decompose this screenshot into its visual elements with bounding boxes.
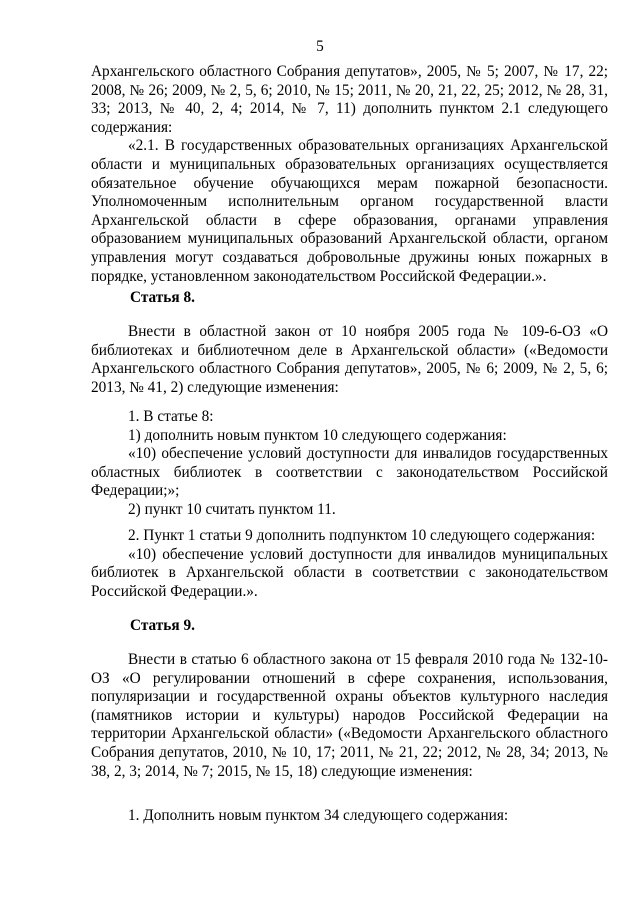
article-8-intro-block: [91, 323, 608, 397]
intro-block: [91, 63, 608, 286]
article-8-item-1: 1. В статье 8:: [128, 408, 214, 425]
article-8-item-1-quote: «10) обеспечение условий доступности для инвалидов государственных областных библиотек в соответствии с законодательством Российской Федерации;»;: [91, 445, 608, 500]
article-9-intro: Внести в статью 6 областного закона от 15 февраля 2010 года № 132-10-ОЗ «О регулировании отношений в сфере сохранения, использования, популяризации и государственной охраны объектов культурного наследия (памятников истории и культуры) народов Российской Федерации на территории Архангельской области» («Ведомости Архангельского областного Собрания депутатов, 2010, № 10, 17; 2011, № 21, 22; 2012, № 28, 34; 2013, № 38, 2, 3; 2014, № 7; 2015, № 15, 18) следующие изменения:: [91, 651, 608, 780]
article-9-item-1: 1. Дополнить новым пунктом 34 следующего содержания:: [128, 807, 509, 824]
intro-quote-paragraph: «2.1. В государственных образовательных организациях Архангельской области и муниципальных образовательных организациях осуществляется обязательное обучение обучающихся мерам пожарной безопасности. Уполномоченным исполнительным органом государственной власти Архангельской области в сфере образования, органами управления образованием муниципальных образований Архангельской области, органом управления могут создаваться добровольные дружины юных пожарных в порядке, установленном законодательством Российской Федерации.».: [91, 137, 608, 285]
article-8-item-1-block: [91, 408, 608, 520]
article-8-intro: Внести в областной закон от 10 ноября 2005 года № 109-6-ОЗ «О библиотеках и библиотечном деле в Архангельской области» («Ведомости Архангельского областного Собрания депутатов», 2005, № 6; 2009, № 2, 5, 6; 2013, № 41, 2) следующие изменения:: [91, 323, 608, 396]
page-number: 5: [316, 38, 324, 55]
article-8-item-1-sub-1: 1) дополнить новым пунктом 10 следующего содержания:: [128, 426, 507, 444]
article-8-item-2-block: [91, 527, 608, 601]
intro-paragraph: Архангельского областного Собрания депутатов», 2005, № 5; 2007, № 17, 22; 2008, № 26; 2009, № 2, 5, 6; 2010, № 15; 2011, № 20, 21, 22, 25; 2012, № 28, 31, 33; 2013, № 40, 2, 4; 2014, № 7, 11) дополнить пунктом 2.1 следующего содержания:: [91, 63, 608, 136]
article-8-item-2-quote: «10) обеспечение условий доступности для инвалидов муниципальных библиотек в Архангельской области в соответствии с законодательством Российской Федерации.».: [91, 545, 608, 600]
article-9-heading: Статья 9.: [130, 617, 195, 634]
article-8-item-2: 2. Пункт 1 статьи 9 дополнить подпунктом 10 следующего содержания:: [128, 527, 596, 544]
article-9-intro-block: [91, 651, 608, 781]
article-8-heading: Статья 8.: [130, 289, 195, 306]
article-8-item-1-sub-2: 2) пункт 10 считать пунктом 11.: [128, 500, 336, 518]
article-9-item-1-block: [91, 807, 608, 826]
